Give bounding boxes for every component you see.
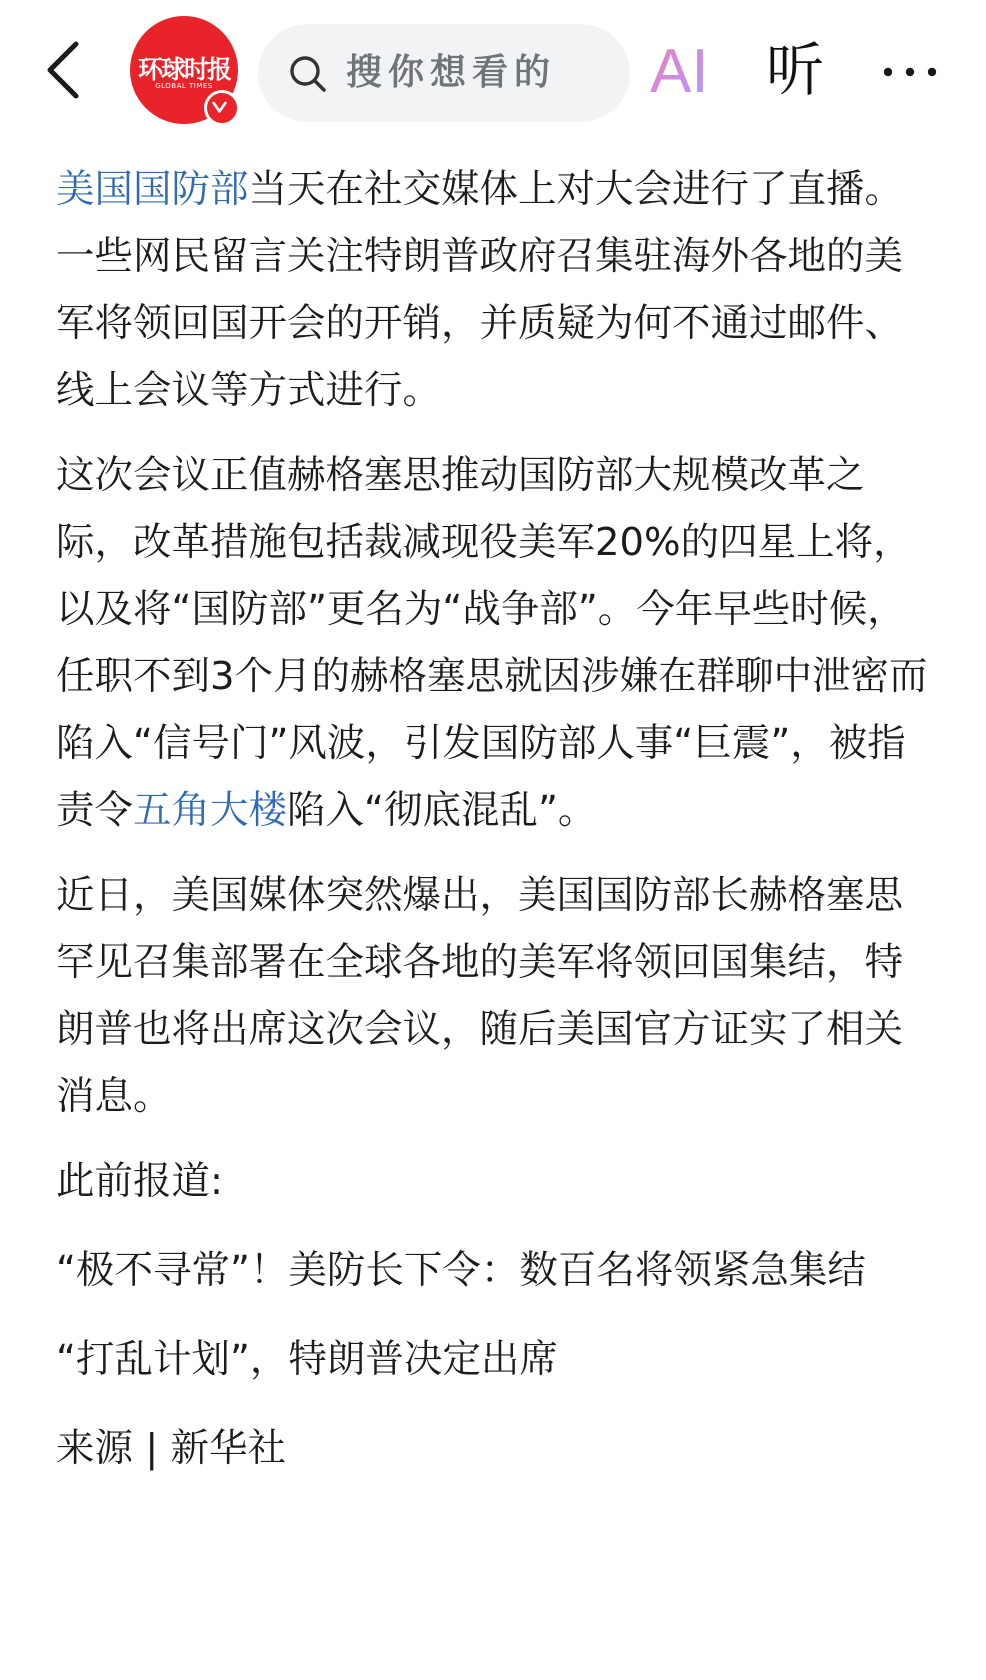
chevron-left-icon[interactable] [40, 38, 92, 102]
paragraph-2-text-a: 这次会议正值赫格塞思推动国防部大规模改革之际，改革措施包括裁减现役美军20%的四星上将，以及将“国防部”更名为“战争部”。今年早些时候，任职不到3个月的赫格塞思就因涉嫌在群聊中泄密而陷入“信号门”风波，引发国防部人事“巨震”，被指责令 [56, 453, 928, 833]
source-line: 来源 | 新华社 [56, 1426, 286, 1471]
link-pentagon[interactable]: 五角大楼 [133, 788, 288, 833]
search-input[interactable] [258, 24, 630, 122]
avatar-logo-subtext: GLOBAL TIMES [155, 82, 213, 90]
more-dots-icon[interactable] [878, 52, 942, 92]
related-report-2[interactable]: “打乱计划”，特朗普决定出席 [56, 1337, 558, 1382]
listen-button[interactable]: 听 [766, 36, 825, 104]
paragraph-2-text-b: 陷入“彻底混乱”。 [287, 788, 597, 833]
paragraph-1 [56, 156, 936, 424]
search-placeholder: 搜你想看的 [346, 52, 557, 93]
paragraph-2 [56, 442, 936, 844]
top-bar [0, 0, 986, 148]
article-body [56, 156, 936, 1504]
verified-v-icon [204, 90, 240, 126]
ai-button[interactable]: AI [650, 34, 718, 110]
related-report-1[interactable]: “极不寻常”！美防长下令：数百名将领紧急集结 [56, 1248, 866, 1293]
previous-reports-label: 此前报道: [56, 1159, 223, 1204]
avatar-logo-text: 环球时报 [137, 55, 230, 84]
link-pentagon-dept[interactable]: 美国国防部 [56, 167, 249, 212]
paragraph-1-text: 当天在社交媒体上对大会进行了直播。一些网民留言关注特朗普政府召集驻海外各地的美军将领回国开会的开销，并质疑为何不通过邮件、线上会议等方式进行。 [56, 167, 904, 413]
search-icon [288, 54, 328, 94]
paragraph-3: 近日，美国媒体突然爆出，美国国防部长赫格塞思罕见召集部署在全球各地的美军将领回国集结，特朗普也将出席这次会议，随后美国官方证实了相关消息。 [56, 873, 904, 1119]
